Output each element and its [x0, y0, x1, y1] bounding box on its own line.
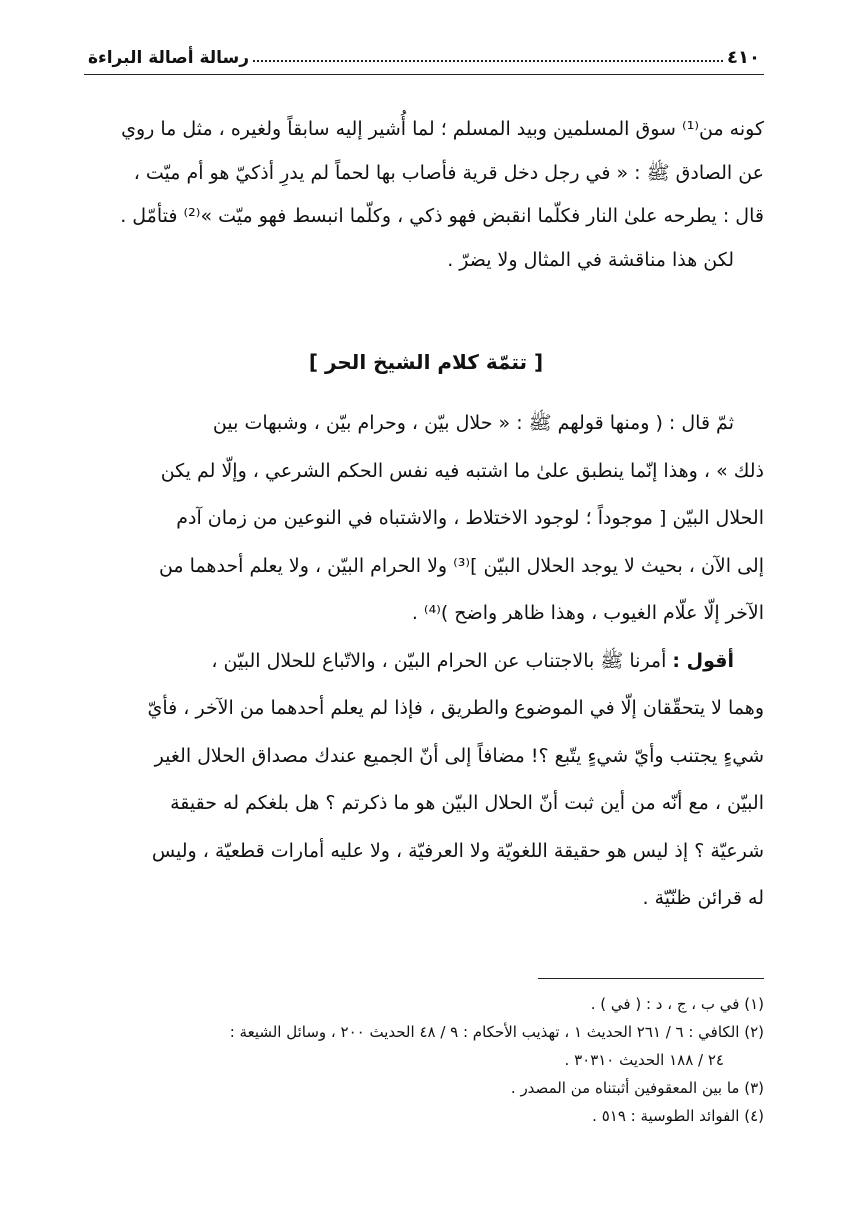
paragraph-2-line: ذلك » ، وهذا إنّما ينطبق علىٰ ما اشتبه فيه نفس الحكم الشرعي ، وإلّا لم يكن — [160, 459, 764, 482]
paragraph-1-line: كونه من⁽¹⁾ سوق المسلمين وبيد المسلم ؛ لما أُشير إليه سابقاً ولغيره ، مثل ما روي — [121, 118, 764, 140]
paragraph-3-line: البيّن ، مع أنّه من أين ثبت أنّ الحلال البيّن هو ما ذكرتم ؟ هل بلغكم له حقيقة — [170, 792, 764, 814]
paragraph-3-line: شيءٍ يجتنب وأيّ شيءٍ يتّبع ؟! مضافاً إلى أنّ الجميع عندك مصداق الحلال الغير — [154, 744, 764, 767]
paragraph-3-line: وهما لا يتحقّقان إلّا في الموضوع والطريق ، فإذا لم يعلم أحدهما من الآخر ، فأيّ — [147, 697, 764, 719]
paragraph-3-line — [88, 638, 764, 686]
paragraph-3-lead: أقول : — [672, 649, 734, 672]
running-title: رسالة أصالة البراءة — [88, 48, 250, 68]
section-heading: [ تتمّة كلام الشيخ الحر ] — [308, 350, 544, 374]
paragraph-3-line: له قرائن ظنّيّة . — [642, 887, 764, 909]
paragraph-1 — [88, 108, 764, 282]
paragraph-3-text: أمرنا ﷺ بالاجتناب عن الحرام البيّن ، والاتّباع للحلال البيّن ، — [211, 649, 673, 672]
paragraph-1-line: لكن هذا مناقشة في المثال ولا يضرّ . — [447, 248, 734, 271]
paragraph-2-line: إلى الآن ، بحيث لا يوجد الحلال البيّن ]⁽³⁾ ولا الحرام البيّن ، ولا يعلم أحدهما من — [158, 554, 764, 577]
footnote: (٢) الكافي : ٦ / ٢٦١ الحديث ١ ، تهذيب الأحكام : ٩ / ٤٨ الحديث ٢٠٠ ، وسائل الشيعة : — [229, 1023, 764, 1041]
footnote-separator — [538, 978, 764, 979]
footnote: (١) في ب ، ج ، د : ( في ) . — [590, 995, 764, 1013]
footnote: (٣) ما بين المعقوفين أثبتناه من المصدر . — [510, 1079, 764, 1097]
header-rule — [84, 74, 764, 75]
paragraph-1-line: عن الصادق ﷺ : « في رجل دخل قرية فأصاب بها لحماً لم يدرِ أذكيّ هو أم ميّت ، — [133, 161, 764, 184]
footnote-continuation: ٢٤ / ١٨٨ الحديث ٣٠٣١٠ . — [564, 1051, 724, 1069]
paragraph-2-line: الآخر إلّا علّام الغيوب ، وهذا ظاهر واضح )⁽⁴⁾ . — [411, 602, 764, 624]
footnote: (٤) الفوائد الطوسية : ٥١٩ . — [592, 1107, 764, 1125]
page-number: ٤١٠ — [727, 47, 760, 68]
paragraph-2 — [88, 400, 764, 923]
paragraph-3-line: شرعيّة ؟ إذ ليس هو حقيقة اللغويّة ولا العرفيّة ، ولا عليه أمارات قطعيّة ، وليس — [151, 839, 764, 862]
paragraph-1-line: قال : يطرحه علىٰ النار فكلّما انقبض فهو ذكي ، وكلّما انبسط فهو ميّت »⁽²⁾ فتأمّل . — [120, 205, 764, 227]
running-header — [84, 38, 764, 68]
header-leader-dots — [253, 59, 723, 62]
footnotes — [88, 992, 764, 1132]
paragraph-2-line: ثمّ قال : ( ومنها قولهم ﷺ : « حلال بيّن ، وحرام بيّن ، وشبهات بين — [212, 412, 734, 434]
paragraph-2-line: الحلال البيّن [ موجوداً ؛ لوجود الاختلاط ، والاشتباه في النوعين من زمان آدم — [176, 507, 764, 529]
